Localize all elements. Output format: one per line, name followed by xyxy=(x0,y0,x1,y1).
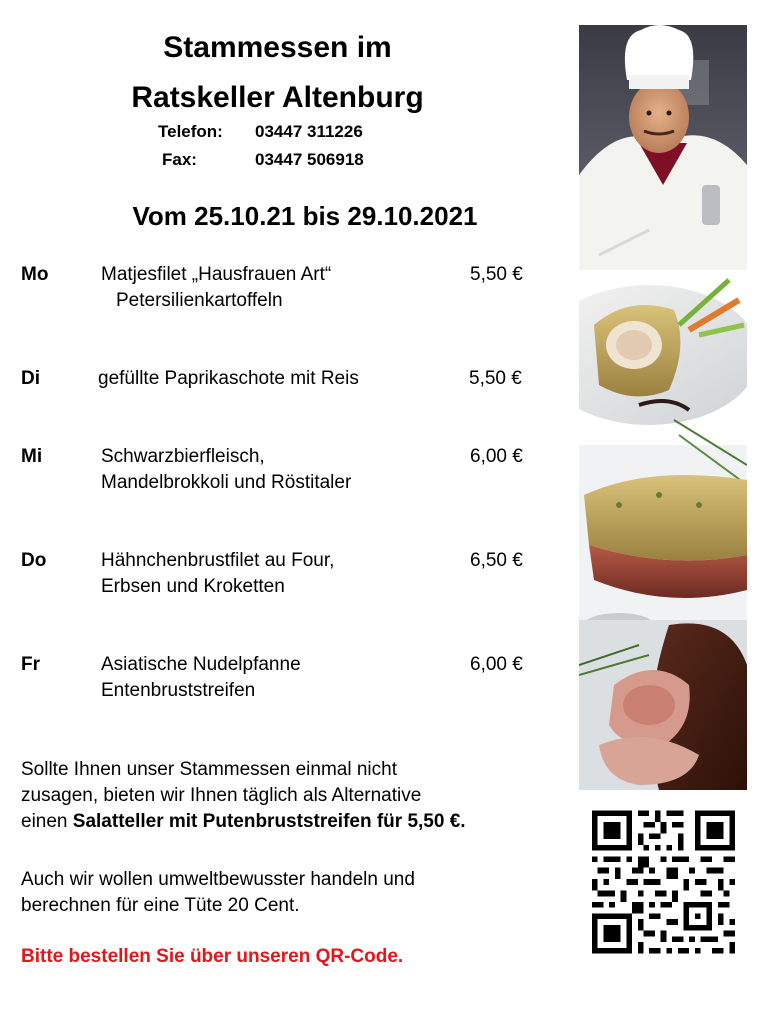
price-mi: 6,00 € xyxy=(470,446,523,467)
alternative-line3 xyxy=(21,809,581,835)
price-do: 6,50 € xyxy=(470,550,523,571)
food-photo-collage-graphic xyxy=(579,25,747,790)
price-di: 5,50 € xyxy=(469,368,522,389)
environment-line1: Auch wir wollen umweltbewusster handeln und xyxy=(21,869,415,890)
alternative-line1: Sollte Ihnen unser Stammessen einmal nicht xyxy=(21,759,397,780)
dish-do-line2: Erbsen und Kroketten xyxy=(101,576,285,597)
food-photo-collage xyxy=(579,25,747,790)
dish-mo-line2: Petersilienkartoffeln xyxy=(116,290,283,311)
environment-line2: berechnen für eine Tüte 20 Cent. xyxy=(21,895,300,916)
day-label-do: Do xyxy=(21,550,47,571)
page-title-line1: Stammessen im xyxy=(163,31,392,64)
day-label-mo: Mo xyxy=(21,264,49,285)
dish-fr-line2: Entenbruststreifen xyxy=(101,680,256,701)
telefon-label: Telefon: xyxy=(158,122,223,141)
order-note: Bitte bestellen Sie über unseren QR-Code. xyxy=(21,946,404,967)
day-label-mi: Mi xyxy=(21,446,43,467)
day-label-di: Di xyxy=(21,368,40,389)
fax-number: 03447 506918 xyxy=(255,150,364,169)
dish-mo-line1: Matjesfilet „Hausfrauen Art“ xyxy=(101,264,332,285)
fax-label: Fax: xyxy=(162,150,197,169)
alternative-line2: zusagen, bieten wir Ihnen täglich als Alternative xyxy=(21,785,422,806)
telefon-number: 03447 311226 xyxy=(255,122,363,141)
dish-do-line1: Hähnchenbrustfilet au Four, xyxy=(101,550,335,571)
price-fr: 6,00 € xyxy=(470,654,523,675)
alternative-offer: Salatteller mit Putenbruststreifen für 5,50 €. xyxy=(72,811,466,832)
price-mo: 5,50 € xyxy=(470,264,523,285)
dish-mi-line2: Mandelbrokkoli und Röstitaler xyxy=(101,472,352,493)
menu-period: Vom 25.10.21 bis 29.10.2021 xyxy=(132,201,478,231)
page-title-line2: Ratskeller Altenburg xyxy=(131,81,424,114)
dish-fr-line1: Asiatische Nudelpfanne xyxy=(101,654,301,675)
alternative-line3-prefix: einen xyxy=(21,811,73,832)
day-label-fr: Fr xyxy=(21,654,40,675)
dish-mi-line1: Schwarzbierfleisch, xyxy=(101,446,265,467)
qr-code[interactable] xyxy=(592,808,735,956)
dish-di-line1: gefüllte Paprikaschote mit Reis xyxy=(98,368,359,389)
